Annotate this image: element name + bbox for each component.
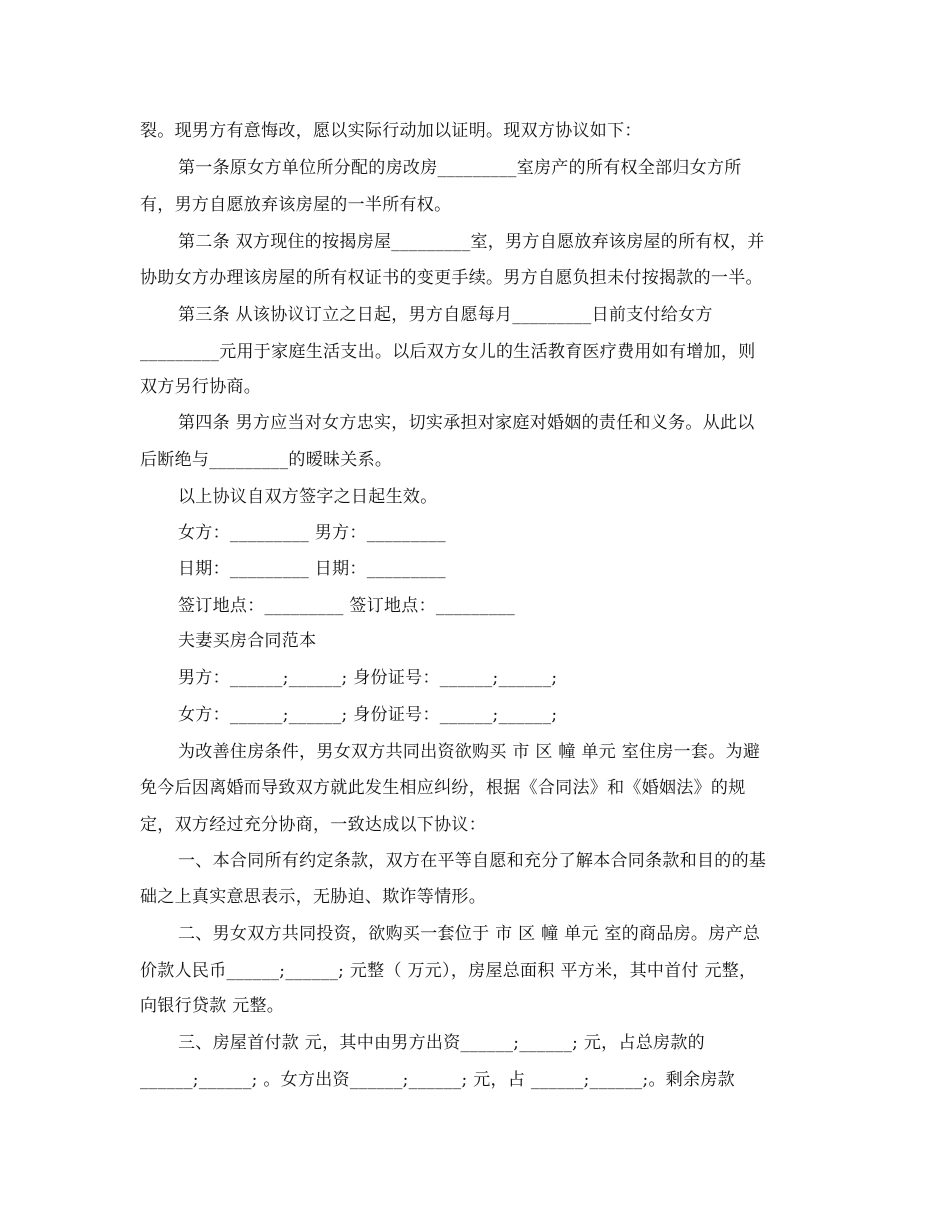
paragraph-line: 础之上真实意思表示，无胁迫、欺诈等情形。 [140,887,486,907]
paragraph-line: 一、本合同所有约定条款，双方在平等自愿和充分了解本合同条款和目的的基 [178,851,767,871]
paragraph-line: 有，男方自愿放弃该房屋的一半所有权。 [140,195,452,215]
paragraph-line: 价款人民币______;______; 元整（ 万元），房屋总面积 平方米，其中首付 元整， [140,961,757,981]
signing-place-line: 签订地点：_________ 签订地点：_________ [178,596,516,616]
paragraph-line: 第四条 男方应当对女方忠实，切实承担对家庭对婚姻的责任和义务。从此以 [178,413,755,433]
paragraph-line: 后断绝与_________的暧昧关系。 [140,450,393,470]
paragraph-line: 双方另行协商。 [140,377,262,397]
party-line-male: 男方：______;______; 身份证号：______;______; [178,668,558,688]
paragraph-line: 三、房屋首付款 元，其中由男方出资______;______; 元，占总房款的 [178,1033,705,1053]
paragraph-line: 裂。现男方有意悔改，愿以实际行动加以证明。现双方协议如下： [140,121,642,141]
paragraph-line: 免今后因离婚而导致双方就此发生相应纠纷，根据《合同法》和《婚姻法》的规 [140,778,746,798]
paragraph-line: 协助女方办理该房屋的所有权证书的变更手续。男方自愿负担未付按揭款的一半。 [140,268,763,288]
paragraph-line: 定，双方经过充分协商，一致达成以下协议： [140,815,486,835]
paragraph-line: 二、男女双方共同投资，欲购买一套位于 市 区 幢 单元 室的商品房。房产总 [178,924,761,944]
paragraph-line: 第三条 从该协议订立之日起，男方自愿每月_________日前支付给女方 [178,305,713,325]
signature-line: 女方：_________ 男方：_________ [178,523,446,543]
section-title: 夫妻买房合同范本 [178,631,317,651]
paragraph-line: _________元用于家庭生活支出。以后双方女儿的生活教育医疗费用如有增加，则 [140,342,756,362]
paragraph-line: 以上协议自双方签字之日起生效。 [178,487,438,507]
paragraph-line: 为改善住房条件，男女双方共同出资欲购买 市 区 幢 单元 室住房一套。为避 [178,742,761,762]
party-line-female: 女方：______;______; 身份证号：______;______; [178,705,558,725]
paragraph-line: 第二条 双方现住的按揭房屋_________室，男方自愿放弃该房屋的所有权，并 [178,232,765,252]
date-line: 日期：_________ 日期：_________ [178,559,446,579]
paragraph-line: ______;______; 。女方出资______;______; 元，占 ______;______;。剩余房款 [140,1070,735,1090]
paragraph-line: 第一条原女方单位所分配的房改房_________室房产的所有权全部归女方所 [178,158,742,178]
paragraph-line: 向银行贷款 元整。 [140,996,285,1016]
